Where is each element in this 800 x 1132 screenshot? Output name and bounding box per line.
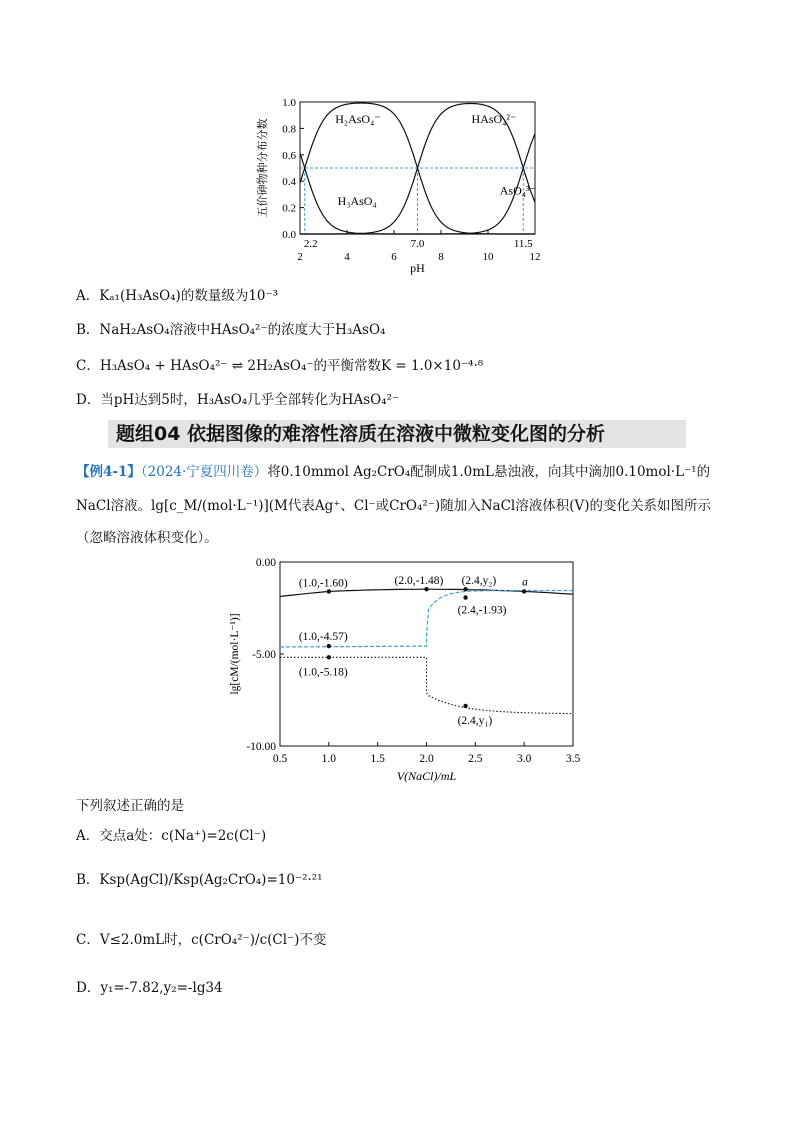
chart2-plot-area xyxy=(229,557,580,783)
chart2-xtick-label: 2.5 xyxy=(468,753,483,765)
chart2-xtick-label: 0.5 xyxy=(272,753,288,765)
chart1-xtick-label: 10 xyxy=(482,251,494,263)
chart1-pka-label: 11.5 xyxy=(513,238,533,250)
chart1-series-label: HAsO₄²⁻ xyxy=(471,112,517,127)
chart2-point-label: (2.4,-1.93) xyxy=(457,604,507,617)
chart2-point xyxy=(463,595,467,599)
q2-option-c: C．V≤2.0mL时，c(CrO₄²⁻)/c(Cl⁻)不变 xyxy=(76,932,327,948)
q1-option-d: D．当pH达到5时，H₃AsO₄几乎全部转化为HAsO₄²⁻ xyxy=(76,392,400,408)
chart1-xtick-label: 2 xyxy=(297,251,303,263)
chart1-series-label: H₂AsO₄⁻ xyxy=(335,112,381,127)
q2-option-a: A．交点a处：c(Na⁺)=2c(Cl⁻) xyxy=(76,828,267,844)
chart1-series-label: AsO₄³⁻ xyxy=(499,183,536,198)
chart2-point xyxy=(522,589,526,593)
chart1-ytick-label: 0.8 xyxy=(282,123,296,136)
q1-option-a: A．Kₐ₁(H₃AsO₄)的数量级为10⁻³ xyxy=(76,288,279,304)
chart2-point xyxy=(327,589,331,593)
lg-concentration-chart xyxy=(228,548,588,788)
chart2-ylabel: lg[cM/(mol·L⁻¹)] xyxy=(229,613,241,695)
q2-stem: 下列叙述正确的是 xyxy=(76,798,184,814)
chart2-point xyxy=(327,644,331,648)
chart2-point xyxy=(463,587,467,591)
chart2-point-label: a xyxy=(522,576,528,589)
chart2-point-label: (2.0,-1.48) xyxy=(394,575,444,588)
chart1-series-label: H₃AsO₄ xyxy=(337,193,377,208)
chart2-ytick-label: -10.00 xyxy=(246,741,276,753)
chart2-point xyxy=(463,704,467,708)
chart1-xtick-label: 6 xyxy=(391,251,397,263)
chart1-ytick-label: 0.6 xyxy=(282,149,296,162)
chart2-xtick-label: 3.5 xyxy=(565,753,581,765)
chart1-xtick-label: 12 xyxy=(529,251,541,263)
q1-option-c: C．H₃AsO₄ + HAsO₄²⁻ ⇌ 2H₂AsO₄⁻的平衡常数K = 1.0×10⁻⁴·⁸ xyxy=(76,358,484,374)
q2-option-d: D．y₁=-7.82,y₂=-lg34 xyxy=(76,980,223,996)
arsenic-distribution-chart xyxy=(250,90,550,280)
chart1-ytick-label: 0.4 xyxy=(282,176,296,189)
chart2-point-label: (1.0,-5.18) xyxy=(298,666,348,679)
chart2-point-label: (1.0,-1.60) xyxy=(298,577,348,590)
chart1-ytick-label: 1.0 xyxy=(282,97,296,109)
example-source: （2024·宁夏四川卷） xyxy=(140,464,268,480)
example-line-3: （忽略溶液体积变化）。 xyxy=(76,530,218,546)
chart2-xtick-label: 1.5 xyxy=(370,753,385,765)
chart2-xtick-label: 1.0 xyxy=(321,753,337,765)
chart1-xtick-label: 4 xyxy=(344,251,350,263)
chart2-point xyxy=(327,655,331,659)
chart1-xlabel: pH xyxy=(410,261,425,275)
chart1-ytick-label: 0.0 xyxy=(282,229,296,241)
chart2-xtick-label: 2.0 xyxy=(419,753,434,765)
chart2-point-label: (1.0,-4.57) xyxy=(298,631,348,644)
chart1-ytick-label: 0.2 xyxy=(282,202,296,215)
chart2-xlabel: V(NaCl)/mL xyxy=(396,769,457,783)
q1-option-b: B．NaH₂AsO₄溶液中HAsO₄²⁻的浓度大于H₃AsO₄ xyxy=(76,322,386,338)
q2-option-b: B．Ksp(AgCl)/Ksp(Ag₂CrO₄)=10⁻²·²¹ xyxy=(76,872,323,888)
chart1-ylabel: 五价砷物种分布分数 xyxy=(256,118,269,218)
example-line-1 xyxy=(76,462,710,482)
chart2-point-label: (2.4,y₂) xyxy=(461,575,497,588)
example-line-2: NaCl溶液。lg[c_M/(mol·L⁻¹)](M代表Ag⁺、Cl⁻或CrO₄²⁻)随加入NaCl溶液体积(V)的变化关系如图所示 xyxy=(76,498,711,514)
chart1-plot-area xyxy=(255,97,541,275)
example-tag: 【例4-1】 xyxy=(76,464,141,480)
chart2-ytick-label: -5.00 xyxy=(252,649,276,661)
chart2-ytick-label: 0.00 xyxy=(255,557,276,569)
example-text-1: 将0.10mmol Ag₂CrO₄配制成1.0mL悬浊液，向其中滴加0.10mol·L⁻¹的 xyxy=(267,464,711,480)
chart1-pka-label: 7.0 xyxy=(410,238,425,250)
chart2-point-label: (2.4,y₁) xyxy=(457,714,493,727)
section-heading: 题组04 依据图像的难溶性溶质在溶液中微粒变化图的分析 xyxy=(108,420,686,448)
chart2-point xyxy=(424,587,428,591)
chart1-pka-label: 2.2 xyxy=(303,238,318,250)
chart1-xtick-label: 8 xyxy=(438,251,444,263)
chart2-xtick-label: 3.0 xyxy=(516,753,532,765)
